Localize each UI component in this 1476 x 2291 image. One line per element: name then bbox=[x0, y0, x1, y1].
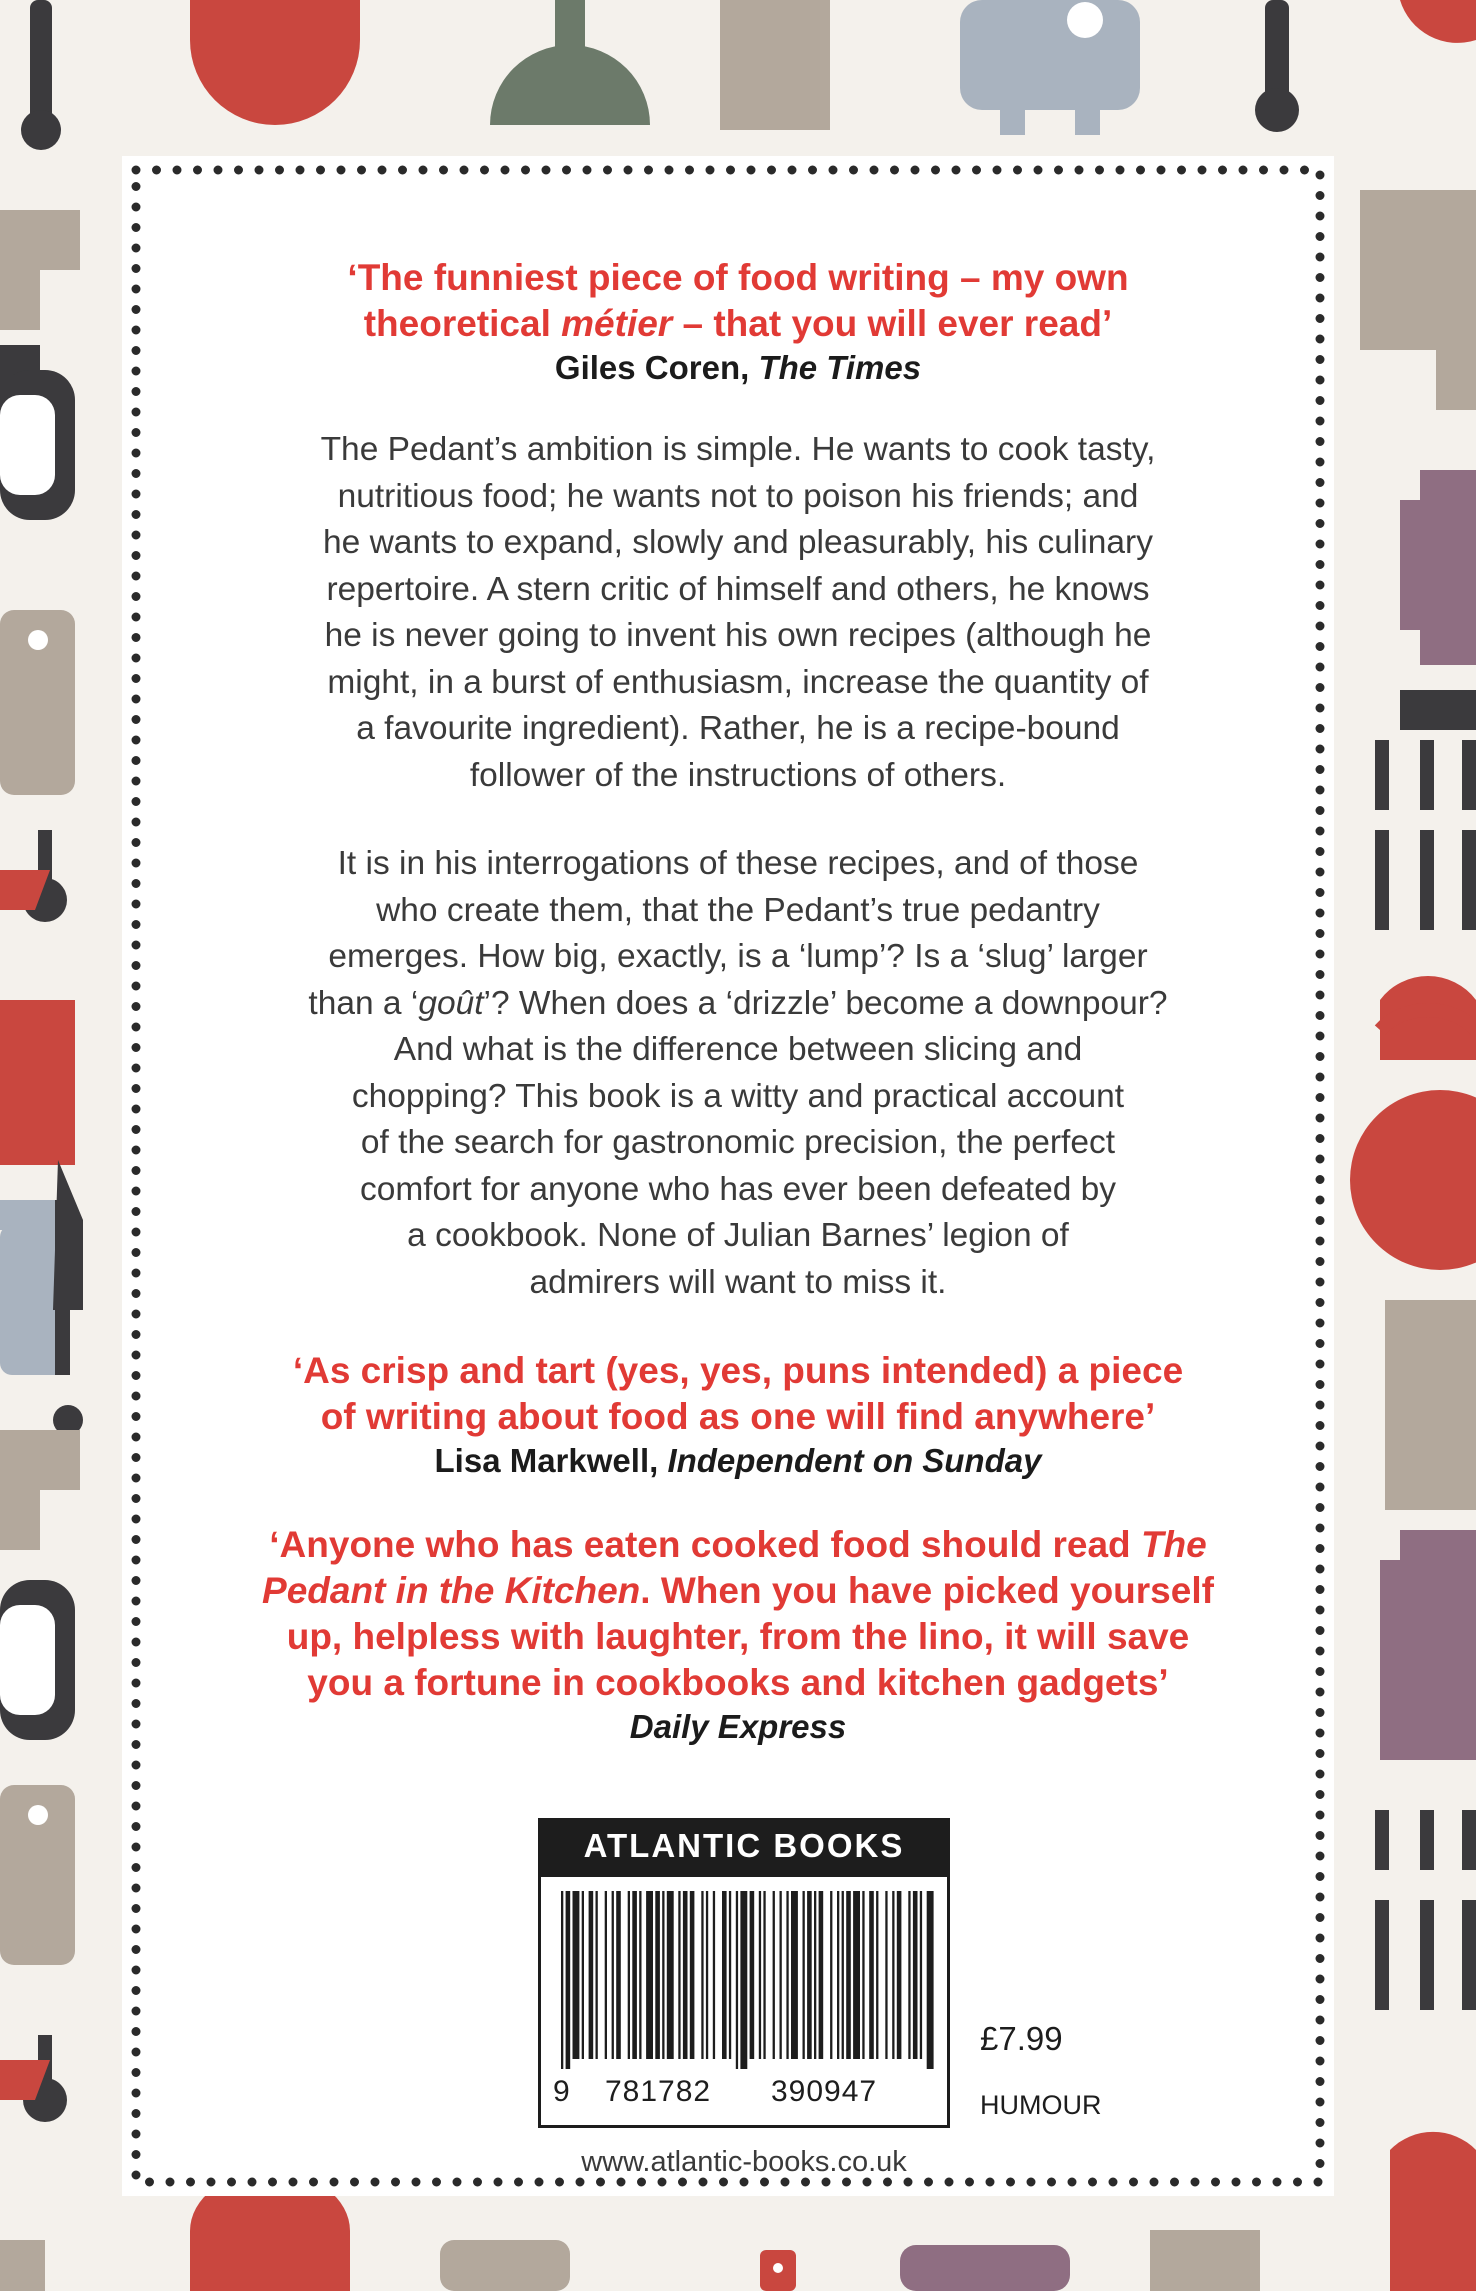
barcode-bar bbox=[897, 1891, 902, 2059]
barcode-bar bbox=[736, 1891, 738, 2069]
barcode-bar bbox=[655, 1891, 660, 2059]
top-utensil-row-icons bbox=[21, 0, 1476, 150]
barcode-bar bbox=[729, 1891, 731, 2059]
barcode-bar bbox=[853, 1891, 860, 2059]
barcode-bar bbox=[773, 1891, 775, 2059]
barcode-bar bbox=[927, 1891, 934, 2069]
barcode-bar bbox=[814, 1891, 816, 2059]
publisher-website: www.atlantic-books.co.uk bbox=[581, 2146, 907, 2178]
quote-attribution: Lisa Markwell, Independent on Sunday bbox=[434, 1442, 1042, 1479]
quote-line: – that you will ever read’ bbox=[672, 303, 1113, 344]
barcode-bar bbox=[908, 1891, 910, 2059]
barcode-bar bbox=[616, 1891, 621, 2059]
barcode-bar bbox=[589, 1891, 594, 2059]
barcode-bar bbox=[646, 1891, 653, 2059]
barcode-bar bbox=[803, 1891, 805, 2059]
barcode-bar bbox=[786, 1891, 788, 2059]
description-paragraph-1: The Pedant’s ambition is simple. He wants to cook tasty, nutritious food; he wants not to poison his friends; and he wants to expand, slowly and pleasurably, his culinary repertoire. A stern critic of himself and others, he knows he is never going to invent his own recipes (although he might, in a burst of enthusiasm, increase the quantity of a favourite ingredient). Rather, he is a recipe-bound follower of the instructions of others. bbox=[320, 431, 1156, 794]
barcode-bar bbox=[706, 1891, 708, 2059]
barcode-bar bbox=[628, 1891, 630, 2059]
barcode-bar bbox=[807, 1891, 812, 2059]
barcode-bar bbox=[667, 1891, 674, 2059]
left-utensil-column-icons bbox=[0, 210, 83, 2291]
barcode-bar bbox=[892, 1891, 894, 2059]
cover-text bbox=[200, 255, 1276, 1748]
barcode-icon bbox=[553, 1891, 941, 2069]
barcode-bar bbox=[876, 1891, 878, 2059]
barcode-bar bbox=[683, 1891, 688, 2059]
quote-attribution: Daily Express bbox=[629, 1708, 847, 1745]
barcode-bar bbox=[750, 1891, 755, 2059]
barcode-bar bbox=[837, 1891, 839, 2059]
barcode-bar bbox=[885, 1891, 887, 2059]
barcode-bar bbox=[920, 1891, 922, 2059]
barcode-bar bbox=[605, 1891, 607, 2059]
barcode-bar bbox=[678, 1891, 680, 2059]
barcode-bar bbox=[869, 1891, 874, 2059]
barcode-bar bbox=[701, 1891, 703, 2059]
barcode-bar bbox=[573, 1891, 580, 2059]
barcode-bar bbox=[830, 1891, 832, 2059]
barcode-bar bbox=[582, 1891, 584, 2059]
review-quote-lisa-markwell: ‘As crisp and tart (yes, yes, puns intended) a piece of writing about food as one will find anywhere’ Lisa Markwell, Independent on Sunday bbox=[200, 1348, 1276, 1482]
barcode-bar bbox=[759, 1891, 761, 2059]
barcode-bar bbox=[639, 1891, 641, 2059]
category-label: HUMOUR bbox=[980, 2090, 1102, 2120]
barcode-bar bbox=[690, 1891, 695, 2059]
barcode-bar bbox=[566, 1891, 571, 2069]
quote-line: ‘The funniest piece of food writing – my own bbox=[347, 257, 1129, 298]
description-paragraph-2: It is in his interrogations of these recipes, and of those who create them, that the Pedant’s true pedantry emerges. How big, exactly, is a ‘lump’? Is a ‘slug’ larger than a ‘goût’? When does a ‘drizzle’ become a downpour? And what is the difference between slicing and chopping? This book is a witty and practical account of the search for gastronomic precision, the perfect comfort for anyone who has ever been defeated by a cookbook. None of Julian Barnes’ legion of admirers will want to miss it. bbox=[308, 845, 1168, 1301]
barcode-bar bbox=[722, 1891, 727, 2059]
isbn-barcode: 9 781782 390947 bbox=[538, 1874, 950, 2128]
barcode-bar bbox=[596, 1891, 598, 2059]
barcode-bar bbox=[791, 1891, 798, 2059]
quote-line: theoretical bbox=[363, 303, 562, 344]
barcode-bar bbox=[612, 1891, 614, 2059]
review-quote-giles-coren bbox=[200, 255, 1276, 389]
barcode-bar bbox=[763, 1891, 765, 2059]
barcode-bar bbox=[713, 1891, 715, 2059]
barcode-bar bbox=[740, 1891, 747, 2069]
barcode-bar bbox=[780, 1891, 782, 2059]
barcode-bar bbox=[913, 1891, 918, 2059]
quote-italic: métier bbox=[561, 303, 673, 344]
barcode-bar bbox=[842, 1891, 844, 2059]
price-label: £7.99 bbox=[980, 2020, 1063, 2057]
barcode-bar bbox=[632, 1891, 637, 2059]
publisher-label: ATLANTIC BOOKS bbox=[538, 1818, 950, 1874]
barcode-bar bbox=[561, 1891, 563, 2069]
quote-attribution: Giles Coren, The Times bbox=[554, 349, 922, 386]
barcode-bar bbox=[819, 1891, 824, 2059]
barcode-bar bbox=[862, 1891, 864, 2059]
barcode-bar bbox=[662, 1891, 664, 2059]
right-utensil-column-icons bbox=[1350, 190, 1476, 2291]
barcode-bar bbox=[846, 1891, 851, 2059]
review-quote-daily-express: ‘Anyone who has eaten cooked food should read The Pedant in the Kitchen. When you have picked yourself up, helpless with laughter, from the lino, it will save you a fortune in cookbooks and kitchen gadgets’ Daily Express bbox=[200, 1522, 1276, 1748]
